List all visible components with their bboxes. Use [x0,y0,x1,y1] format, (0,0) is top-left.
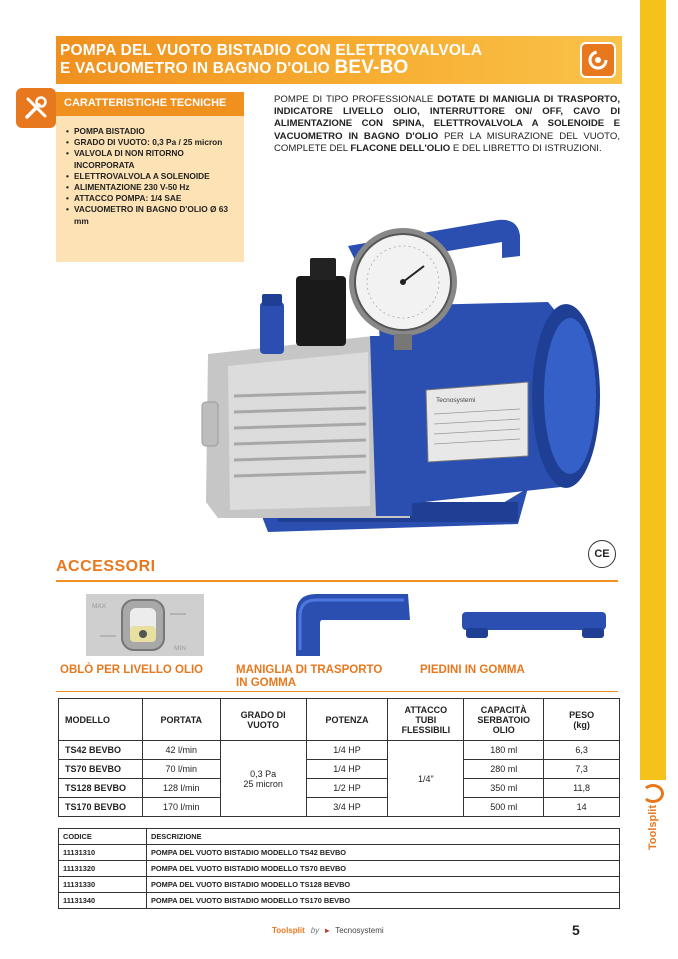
table-row [59,877,620,893]
description-bold: FLACONE DELL'OLIO [350,142,451,154]
accessory-label-rubber-feet: PIEDINI IN GOMMA [420,664,525,676]
cell-attacco: 1/4" [388,741,464,817]
page-header [56,36,622,84]
footer-brands [272,926,384,935]
tech-item: • GRADO DI VUOTO: 0,3 Pa / 25 micron [66,137,236,148]
cell-codice: 11131310 [59,845,147,861]
accessories-title: ACCESSORI [56,558,156,575]
accessory-label-line: MANIGLIA DI TRASPORTO [236,664,383,676]
header-descrizione: DESCRIZIONE [147,829,620,845]
title-line-2: E VACUOMETRO IN BAGNO D'OLIO [60,60,330,77]
tools-icon [16,88,56,128]
grado-value: 0,3 Pa [250,768,277,779]
ce-mark: CE [588,540,616,568]
table-row [59,861,620,877]
header-text: OLIO [492,724,515,735]
cell-descrizione: POMPA DEL VUOTO BISTADIO MODELLO TS42 BEVBO [147,845,620,861]
codes-table [58,828,620,909]
accessory-label-oil-sight-glass: OBLÒ PER LIVELLO OLIO [60,664,204,676]
cell-potenza: 1/4 HP [306,741,388,760]
header-text: VUOTO [247,719,280,730]
cell-peso: 11,8 [544,779,620,798]
header-logo-icon [580,42,616,78]
table-row [59,798,620,817]
technical-characteristics-title: CARATTERISTICHE TECNICHE [56,92,244,116]
header-text: FLESSIBILI [401,724,451,735]
cell-potenza: 1/4 HP [306,760,388,779]
cell-modello: TS128 BEVBO [59,779,143,798]
header-text: PESO [569,709,595,720]
cell-capacita: 180 ml [464,741,544,760]
tech-item: • POMPA BISTADIO [66,126,236,137]
accessory-label-line: IN GOMMA [236,677,297,689]
cell-codice: 11131340 [59,893,147,909]
codes-table-header [59,829,620,845]
cell-modello: TS70 BEVBO [59,760,143,779]
tech-item: • VALVOLA DI NON RITORNO INCORPORATA [66,148,236,170]
header-grado [220,699,306,741]
title-model: BEV-BO [334,57,409,78]
cell-portata: 70 l/min [142,760,220,779]
cell-descrizione: POMPA DEL VUOTO BISTADIO MODELLO TS128 BEVBO [147,877,620,893]
grado-value: 25 micron [243,778,283,789]
page-number: 5 [572,922,580,938]
header-codice: CODICE [59,829,147,845]
header-text: SERBATOIO [477,714,531,725]
footer-brand-tecnosystemi: Tecnosystemi [335,926,384,935]
side-brand-text: Toolsplit [647,804,659,850]
cell-descrizione: POMPA DEL VUOTO BISTADIO MODELLO TS170 BEVBO [147,893,620,909]
table-row [59,893,620,909]
cell-peso: 6,3 [544,741,620,760]
cell-potenza: 3/4 HP [306,798,388,817]
table-row [59,779,620,798]
tech-item: • ELETTROVALVOLA A SOLENOIDE [66,171,236,182]
header-capacita [464,699,544,741]
header-text: (kg) [573,719,590,730]
cell-modello: TS170 BEVBO [59,798,143,817]
accessory-label-carry-handle [236,664,382,690]
cell-capacita: 280 ml [464,760,544,779]
footer-by: by [310,926,320,935]
cell-potenza: 1/2 HP [306,779,388,798]
cell-descrizione: POMPA DEL VUOTO BISTADIO MODELLO TS70 BEVBO [147,861,620,877]
sight-glass-max-text: MAX [92,603,107,610]
page-title [60,42,482,77]
header-text: ATTACCO [404,704,448,715]
table-row [59,845,620,861]
description-text: E DEL LIBRETTO DI ISTRUZIONI. [450,142,602,154]
product-description [274,94,620,155]
cell-portata: 128 l/min [142,779,220,798]
cell-modello: TS42 BEVBO [59,741,143,760]
pump-nameplate-text: Tecnosystemi [436,397,476,404]
cell-peso: 14 [544,798,620,817]
header-text: GRADO DI [240,709,286,720]
cell-capacita: 500 ml [464,798,544,817]
cell-peso: 7,3 [544,760,620,779]
header-potenza: POTENZA [306,699,388,741]
description-text: POMPE DI TIPO PROFESSIONALE [274,94,438,105]
models-table [58,698,620,817]
vacuum-pump-image [198,206,608,536]
accessories-bottom-divider [56,691,618,692]
description-bold: DOTATE DI MANIGLIA DI TRASPORTO, INDICATORE LIVELLO OLIO, INTERRUTTORE ON/ OFF, CAVO DI ALIMENTAZIONE CON SPINA, ELETTROVALVOLA A SOLENOIDE E VACUOMETRO IN BAGNO D'OLIO [274,94,620,142]
side-brand-logo [636,780,670,850]
cell-grado [220,741,306,817]
title-line-1: POMPA DEL VUOTO BISTADIO CON ELETTROVALVOLA [60,42,483,59]
rubber-feet-image [460,608,610,642]
header-modello: MODELLO [59,699,143,741]
sight-glass-min-text: MIN [174,645,186,652]
tech-item: • ALIMENTAZIONE 230 V-50 Hz [66,182,236,193]
cell-portata: 170 l/min [142,798,220,817]
tech-item: • VACUOMETRO IN BAGNO D'OLIO Ø 63 mm [66,204,236,226]
models-table-header [59,699,620,741]
header-portata: PORTATA [142,699,220,741]
accessories-divider [56,580,618,582]
cell-portata: 42 l/min [142,741,220,760]
cell-capacita: 350 ml [464,779,544,798]
side-color-strip [640,0,666,780]
carry-handle-image [278,590,418,660]
cell-codice: 11131330 [59,877,147,893]
description-text: PER LA MISURAZIONE DEL VUOTO, COMPLETE DEL [274,130,620,154]
tecnosystemi-logo-icon: ▸ [325,926,330,935]
oil-sight-glass-image [86,594,204,656]
header-text: CAPACITÀ [480,704,527,715]
table-row [59,760,620,779]
header-peso [544,699,620,741]
header-text: TUBI [415,714,437,725]
cell-codice: 11131320 [59,861,147,877]
table-row [59,741,620,760]
footer-brand-toolsplit: Toolsplit [272,926,305,935]
tech-item: • ATTACCO POMPA: 1/4 SAE [66,193,236,204]
toolsplit-logo-icon [642,784,664,803]
header-attacco [388,699,464,741]
